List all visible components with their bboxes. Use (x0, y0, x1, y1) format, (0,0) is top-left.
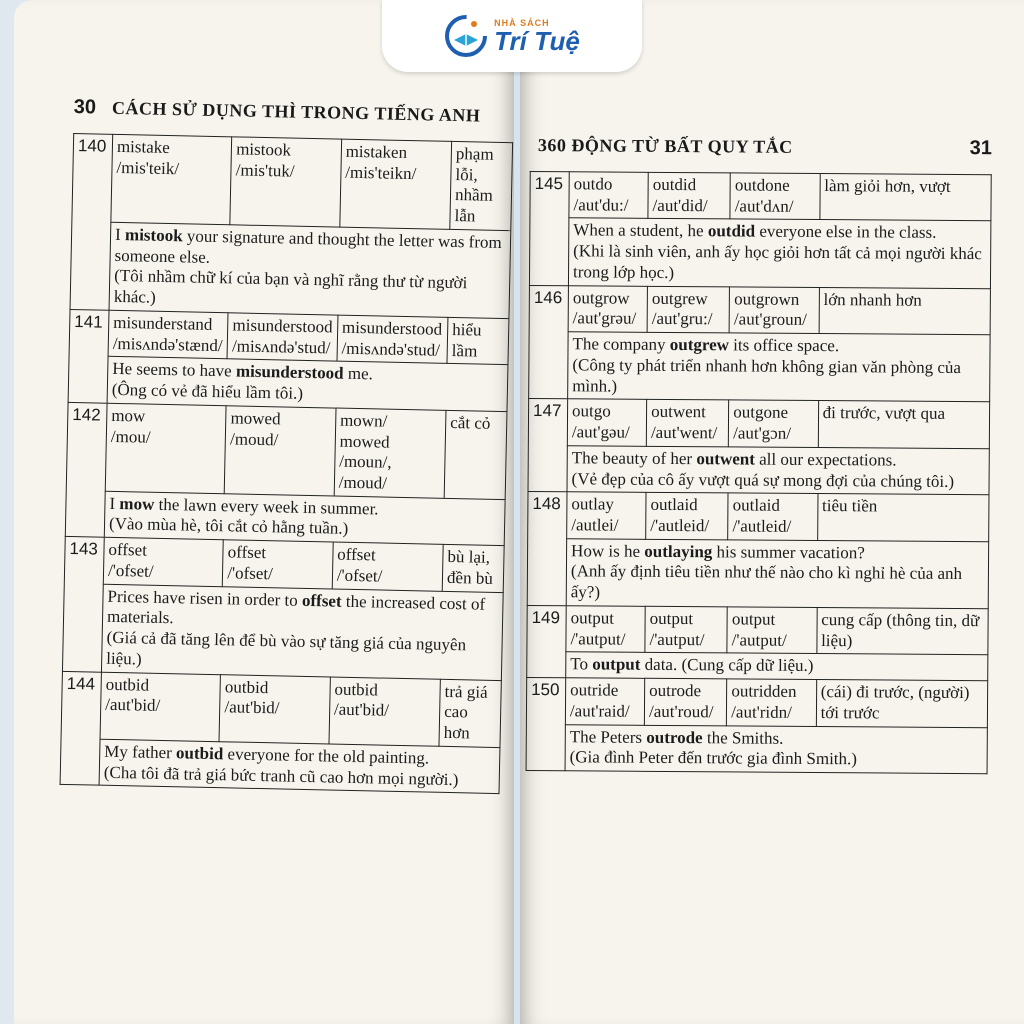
past-form-ipa: /aut'did/ (652, 195, 708, 215)
entry-number: 147 (528, 399, 568, 492)
base-form: offset (108, 540, 148, 560)
past-form-cell (648, 172, 730, 219)
example-english (570, 655, 983, 679)
meaning-vi: cắt cỏ (444, 410, 507, 499)
example-row (60, 738, 500, 794)
example-text: I (114, 224, 126, 245)
meaning-vi: cung cấp (thông tin, dữ liệu) (817, 607, 989, 655)
example-cell (104, 491, 505, 546)
example-vietnamese: (Cha tôi đã trả giá bức tranh cũ cao hơn mọi người.) (103, 762, 459, 789)
example-cell (565, 724, 987, 773)
book-page-right (520, 0, 1024, 1024)
example-vietnamese: (Khi là sinh viên, anh ấy học giỏi hơn tất cả mọi người khác trong lớp học.) (572, 241, 982, 282)
meaning-vi: trả giá cao hơn (439, 679, 501, 747)
base-form: mistake (116, 136, 171, 158)
example-verb-bold: misunderstood (235, 361, 344, 384)
example-verb-bold: outdid (707, 221, 756, 242)
past-participle: outgrown (734, 289, 800, 309)
example-text: He seems to have (112, 359, 237, 381)
example-row (70, 221, 511, 318)
example-vietnamese: (Tôi nhầm chữ kí của bạn và nghĩ rằng thư từ người khác.) (113, 266, 468, 307)
example-english (572, 334, 985, 358)
meaning-vi: (cái) đi trước, (người) tới trước (816, 680, 988, 728)
book-page-left (14, 0, 514, 1024)
base-form-cell (108, 310, 228, 359)
past-form: outwent (651, 402, 706, 422)
example-cell (566, 539, 988, 609)
past-form-cell (224, 406, 335, 496)
example-vietnamese: (Ông có vẻ đã hiểu lầm tôi.) (111, 379, 304, 403)
past-participle-ipa: /aut'ridn/ (731, 702, 792, 722)
example-cell (109, 222, 511, 318)
example-text: My father (104, 741, 177, 763)
logo-brand-text: Trí Tuệ (494, 25, 580, 56)
past-participle-ipa: /mis'teikn/ (345, 162, 417, 183)
past-form-cell (645, 606, 727, 653)
example-text: its office space. (728, 335, 840, 356)
past-participle-cell (727, 679, 817, 726)
example-text: the Smiths. (702, 727, 784, 748)
base-form-ipa: /'ofset/ (107, 560, 154, 581)
example-cell (99, 739, 500, 794)
entry-number: 141 (68, 309, 109, 403)
base-form-cell (103, 537, 223, 586)
past-form-ipa: /'autleid/ (650, 515, 710, 536)
meaning-vi: hiểu lầm (447, 317, 509, 365)
past-form-ipa: /moud/ (229, 428, 279, 449)
past-form-ipa: /'autput/ (649, 629, 705, 649)
entry-number: 140 (70, 134, 113, 311)
verb-forms-row (61, 671, 501, 747)
past-form: mistook (235, 139, 292, 160)
base-form-ipa: /mis'teik/ (116, 157, 180, 178)
past-form-ipa: /aut'roud/ (648, 701, 714, 722)
entry-number: 148 (527, 492, 567, 606)
base-form: output (570, 608, 615, 628)
meaning-vi: phạm lỗi, nhầm lẫn (450, 141, 513, 230)
example-text: To (570, 654, 593, 674)
example-verb-bold: mow (119, 493, 155, 514)
base-form-ipa: /aut'gəu/ (571, 422, 630, 442)
example-vietnamese: (Anh ấy định tiêu tiền như thế nào cho kì nghỉ hè của anh ấy?) (570, 561, 963, 602)
example-verb-bold: mistook (124, 225, 183, 246)
meaning-vi: đi trước, vượt qua (818, 401, 990, 449)
past-participle-cell (337, 315, 448, 364)
right-page-header (530, 134, 992, 160)
past-participle-ipa: /aut'bid/ (333, 699, 390, 721)
base-form: outlay (571, 494, 614, 514)
base-form-cell (569, 172, 648, 219)
past-participle-ipa: /moun/, /moud/ (338, 451, 392, 493)
entry-number: 150 (526, 678, 566, 771)
right-verb-table (526, 171, 992, 774)
past-participle: outlaid (732, 495, 780, 516)
left-verb-table (60, 133, 514, 794)
verb-forms-row (528, 399, 989, 449)
verb-forms-row (529, 285, 990, 335)
right-page-content (526, 134, 992, 774)
base-form: outdo (573, 174, 613, 194)
past-form-cell (646, 400, 728, 447)
past-form: mowed (230, 408, 281, 429)
left-page-header (74, 96, 514, 128)
example-vietnamese: (Vào mùa hè, tôi cắt cỏ hằng tuần.) (108, 514, 349, 539)
base-form-ipa: /autlei/ (571, 515, 619, 535)
base-form-cell (567, 399, 646, 446)
past-form: outdid (652, 174, 697, 195)
base-form-cell (567, 492, 646, 539)
past-participle-ipa: /'autput/ (731, 630, 787, 650)
past-participle-cell (729, 287, 819, 334)
example-vietnamese: (Gia đình Peter đến trước gia đình Smith.) (569, 747, 858, 769)
past-form: output (649, 608, 694, 629)
past-participle-cell (728, 493, 818, 540)
example-cell (107, 357, 508, 412)
past-participle: offset (337, 544, 376, 565)
past-participle-cell (329, 677, 441, 746)
example-text: The beauty of her (571, 448, 697, 468)
meaning-vi: tiêu tiền (817, 494, 989, 542)
example-text: the lawn every week in summer. (154, 494, 379, 519)
past-form-cell (227, 313, 337, 362)
example-text: your signature and thought the letter was from someone else. (114, 226, 502, 267)
base-form-cell (566, 606, 645, 653)
past-form-ipa: /aut'gru:/ (651, 309, 713, 329)
past-participle-ipa: /misʌndə'stud/ (341, 338, 441, 360)
example-text: his summer vacation? (712, 542, 865, 563)
past-form-ipa: /'ofset/ (227, 563, 274, 584)
example-english (571, 541, 984, 565)
example-verb-bold: outbid (175, 743, 224, 764)
entry-number: 146 (529, 285, 569, 399)
entry-number: 143 (62, 537, 104, 672)
meaning-vi: làm giỏi hơn, vượt (820, 174, 992, 222)
past-form: outlaid (650, 495, 698, 515)
verb-forms-row (528, 492, 989, 542)
example-text: The Peters (569, 726, 647, 747)
base-form: outride (570, 680, 619, 700)
example-text: I (109, 493, 120, 513)
base-form-cell (111, 134, 232, 224)
example-verb-bold: outlaying (644, 541, 713, 562)
example-text: everyone else in the class. (755, 222, 937, 243)
example-cell (567, 446, 989, 495)
verb-forms-row (530, 172, 991, 222)
example-text: When a student, he (573, 220, 708, 241)
past-form-cell (230, 137, 341, 227)
base-form-ipa: /aut'du:/ (573, 195, 629, 215)
example-row (62, 583, 503, 680)
verb-forms-row (72, 134, 513, 231)
example-english (573, 221, 986, 245)
meaning-vi: bù lại, đền bù (442, 545, 504, 593)
example-text: the increased cost of materials. (106, 591, 486, 628)
past-participle: outgone (733, 402, 789, 423)
example-row (526, 724, 987, 774)
base-form: outgo (571, 401, 611, 421)
past-participle: mistaken (345, 141, 408, 162)
past-participle-ipa: /aut'gɔn/ (733, 423, 792, 443)
base-form: mow (111, 405, 146, 426)
logo-small-text: NHÀ SÁCH (494, 17, 550, 28)
past-participle-cell (334, 408, 446, 498)
past-participle: outdone (734, 175, 790, 195)
example-cell (568, 218, 990, 288)
example-english (572, 448, 985, 472)
verb-forms-row (526, 678, 987, 728)
past-participle-cell (727, 607, 817, 654)
past-form: outbid (224, 676, 269, 697)
logo-text (494, 19, 580, 54)
base-form: misunderstand (113, 312, 213, 334)
past-participle-ipa: /aut'dʌn/ (734, 196, 794, 216)
example-text: all our expectations. (754, 449, 897, 470)
left-page-content (60, 96, 514, 794)
left-page-title: CÁCH SỬ DỤNG THÌ TRONG TIẾNG ANH (111, 97, 481, 126)
past-participle: outridden (731, 681, 797, 702)
left-page-number: 30 (73, 96, 97, 119)
base-form-ipa: /'autput/ (570, 628, 626, 649)
example-cell (566, 652, 988, 681)
base-form-cell (568, 285, 647, 332)
past-form: misunderstood (232, 315, 333, 337)
base-form-ipa: /aut'raid/ (569, 701, 630, 721)
example-row (529, 218, 990, 288)
past-participle-ipa: /'ofset/ (336, 565, 383, 586)
example-text: Prices have risen in order to (107, 586, 303, 610)
example-verb-bold: outgrew (669, 335, 730, 355)
past-participle-ipa: /aut'groun/ (733, 309, 807, 330)
example-row (527, 652, 988, 681)
entry-number: 144 (60, 671, 101, 785)
example-cell (101, 584, 503, 680)
example-verb-bold: output (592, 654, 641, 675)
past-participle-cell (332, 542, 443, 591)
past-form-cell (647, 286, 729, 333)
example-text: data. (Cung cấp dữ liệu.) (640, 655, 814, 676)
example-text: me. (343, 364, 374, 384)
example-verb-bold: offset (301, 590, 342, 611)
entry-number: 149 (527, 605, 567, 677)
entry-number: 142 (65, 402, 107, 537)
example-cell (568, 332, 990, 402)
example-text: everyone for the old painting. (223, 744, 430, 768)
base-form-cell (100, 672, 221, 742)
base-form-cell (565, 678, 644, 725)
example-vietnamese: (Công ty phát triển nhanh hơn không gian văn phòng của mình.) (572, 355, 962, 396)
example-vietnamese: (Giá cả đã tăng lên để bù vào sự tăng giá của nguyên liệu.) (106, 627, 467, 669)
right-page-title: 360 ĐỘNG TỪ BẤT QUY TẮC (537, 135, 793, 157)
base-form-ipa: /mou/ (110, 426, 151, 447)
example-verb-bold: outwent (696, 448, 755, 469)
past-form-cell (219, 674, 330, 743)
example-row (529, 332, 990, 402)
past-form-ipa: /aut'bid/ (224, 697, 280, 718)
past-form: outgrew (651, 288, 708, 308)
past-form: outrode (649, 681, 702, 701)
verb-forms-row (527, 605, 988, 655)
past-participle: mown/ mowed (339, 410, 390, 452)
right-page-number: 31 (969, 137, 992, 160)
past-participle-cell (340, 139, 452, 229)
publisher-logo (382, 0, 642, 72)
entry-number: 145 (529, 172, 569, 286)
base-form-ipa: /aut'bid/ (105, 695, 161, 716)
base-form: outgrow (572, 287, 630, 308)
past-form-cell (223, 540, 333, 589)
past-participle-cell (729, 400, 819, 447)
example-text: How is he (571, 541, 645, 561)
past-form-ipa: /mis'tuk/ (235, 160, 295, 181)
past-form-cell (646, 493, 728, 540)
example-row (528, 445, 989, 495)
past-form: offset (227, 542, 267, 563)
book-logo-icon (444, 14, 488, 58)
base-form-ipa: /misʌndə'stænd/ (112, 333, 223, 355)
past-participle: outbid (334, 679, 379, 700)
past-participle: misunderstood (341, 317, 443, 339)
past-form-ipa: /aut'went/ (650, 422, 718, 443)
past-participle-cell (730, 173, 820, 220)
past-form-cell (644, 678, 726, 725)
example-verb-bold: outrode (646, 727, 703, 747)
base-form-ipa: /aut'grəu/ (572, 308, 637, 329)
past-form-ipa: /misʌndə'stud/ (231, 335, 331, 358)
past-participle-ipa: /'autleid/ (732, 516, 792, 536)
example-english (570, 727, 983, 751)
example-text: The company (572, 334, 670, 355)
base-form: outbid (105, 674, 150, 695)
example-vietnamese: (Vẻ đẹp của cô ấy vượt quá sự mong đợi của chúng tôi.) (571, 468, 955, 491)
meaning-vi: lớn nhanh hơn (819, 287, 991, 335)
past-participle: output (731, 609, 776, 629)
example-row (527, 538, 988, 608)
verb-forms-row (66, 402, 507, 499)
base-form-cell (105, 403, 226, 493)
